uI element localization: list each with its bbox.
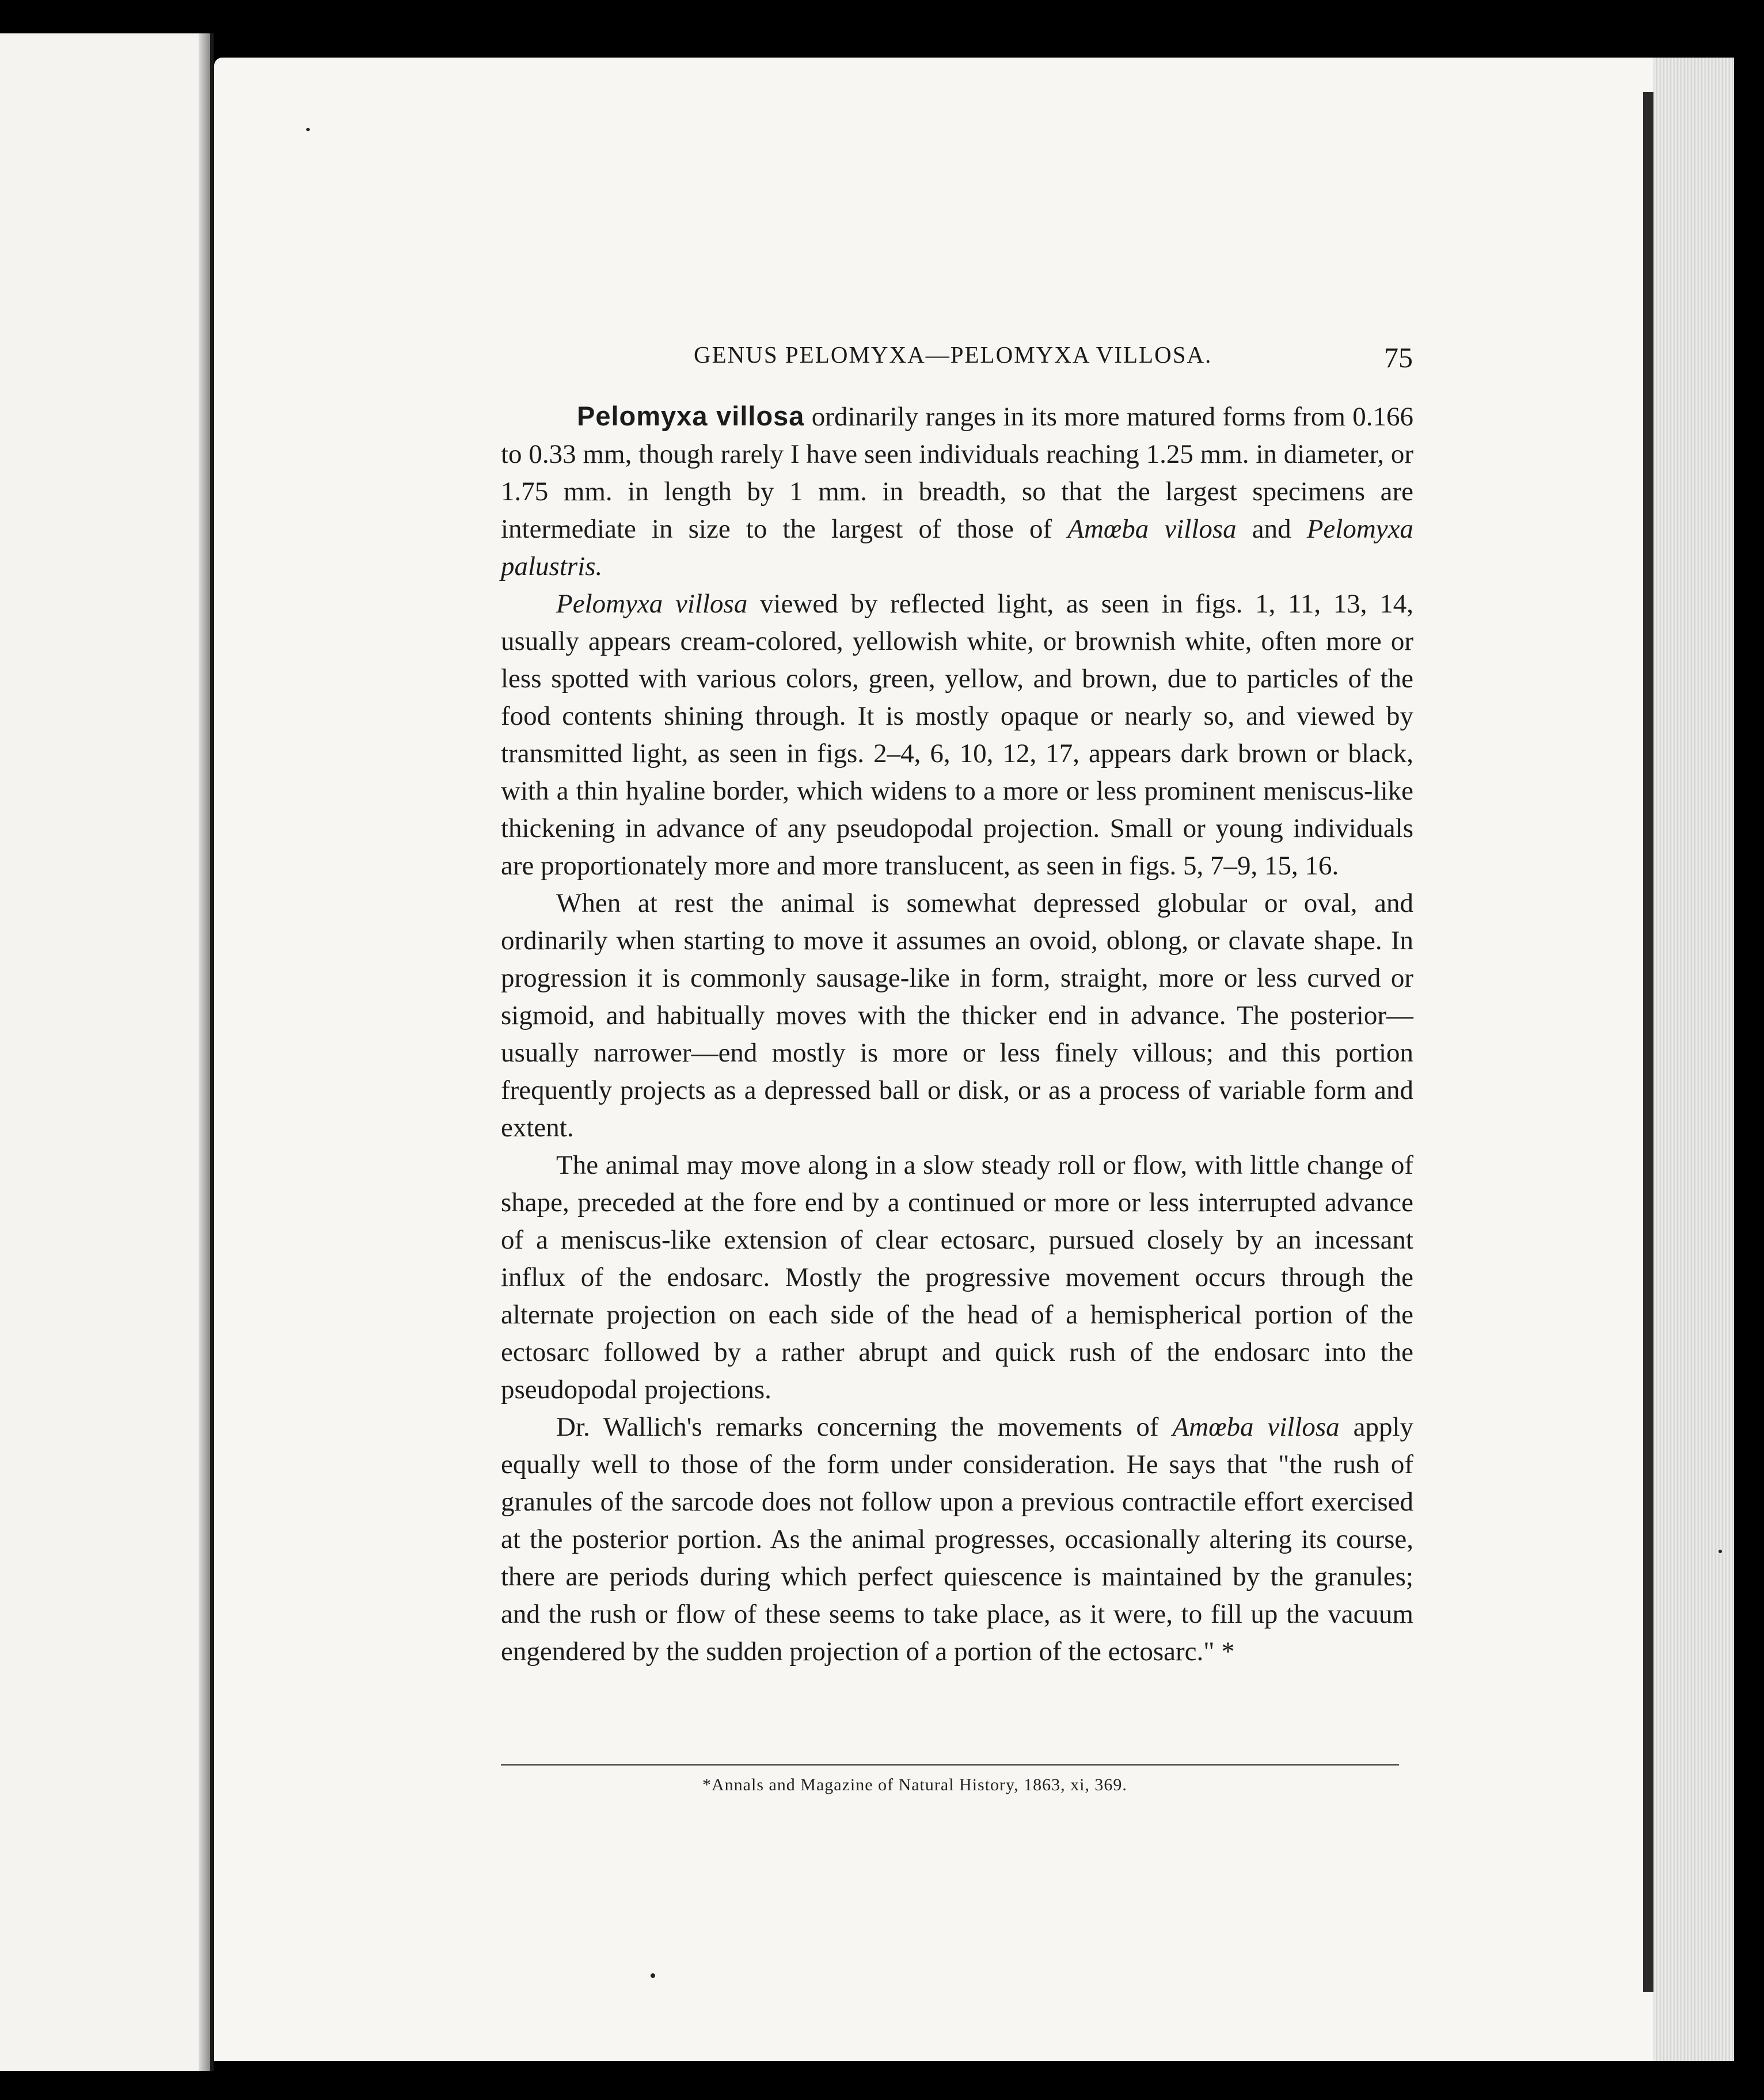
bold-term: Pelomyxa villosa <box>577 401 805 431</box>
text-run: Dr. Wallich's remarks concerning the movements of <box>556 1412 1173 1442</box>
italic-term: Pelomyxa palustris. <box>501 514 1413 581</box>
text-run: viewed by reflected light, as seen in figs. 1, 11, 13, 14, usually appears cream-colored, yellowish white, or brownish white, often more or less spotted with various colors, green, yellow, and brown, due to particles of the food contents shining through. It is mostly opaque or nearly so, and viewed by transmitted light, as seen in figs. 2–4, 6, 10, 12, 17, appears dark brown or black, with a thin hyaline border, which widens to a more or less prominent meniscus-like thickening in advance of any pseudopodal projection. Small or young individuals are proportionately more and more translucent, as seen in figs. 5, 7–9, 15, 16. <box>501 589 1413 881</box>
scan-speck <box>306 128 310 131</box>
text-run: and <box>1236 514 1307 544</box>
scan-speck <box>1719 1550 1722 1553</box>
italic-term: Amœba villosa <box>1067 514 1237 544</box>
italic-term: Amœba villosa <box>1172 1412 1340 1442</box>
text-run: ordinarily ranges in its more matured forms from 0.166 to 0.33 mm, though rarely I have seen individuals reaching 1.25 mm. in diameter, or 1.75 mm. in length by 1 mm. in breadth, so that the largest specimens are intermediate in size to the largest of those of <box>501 402 1413 544</box>
scan-speck <box>651 1973 655 1978</box>
paragraph <box>501 1147 1413 1409</box>
book-gutter <box>199 33 210 2071</box>
page-edges-stack <box>1653 58 1734 2061</box>
paragraph <box>501 585 1413 885</box>
text-run: The animal may move along in a slow steady roll or flow, with little change of shape, preceded at the fore end by a continued or more or less interrupted advance of a meniscus-like extension of clear ectosarc, pursued closely by an incessant influx of the endosarc. Mostly the progressive movement occurs through the alternate projection on each side of the head of a hemispherical portion of the ectosarc followed by a rather abrupt and quick rush of the endosarc into the pseudopodal projections. <box>501 1150 1413 1405</box>
text-run: When at rest the animal is somewhat depressed globular or oval, and ordinarily when starting to move it assumes an ovoid, oblong, or clavate shape. In progression it is commonly sausage-like in form, straight, more or less curved or sigmoid, and habitually moves with the thicker end in advance. The posterior—usually narrower—end mostly is more or less finely villous; and this portion frequently projects as a depressed ball or disk, or as a process of variable form and extent. <box>501 888 1413 1143</box>
paragraph <box>501 1409 1413 1671</box>
paragraph <box>501 885 1413 1147</box>
running-head: GENUS PELOMYXA—PELOMYXA VILLOSA. <box>694 341 1212 368</box>
text-run: apply equally well to those of the form under consideration. He says that "the rush of granules of the sarcode does not follow upon a previous contractile effort exercised at the posterior portion. As the animal progresses, occasionally altering its course, there are periods during which perfect quiescence is maintained by the granules; and the rush or flow of these seems to take place, as it were, to fill up the vacuum engendered by the sudden projection of a portion of the ectosarc." * <box>501 1412 1413 1667</box>
paragraph <box>501 397 1413 585</box>
footnote-rule <box>501 1764 1399 1766</box>
page-number: 75 <box>1384 341 1413 374</box>
body-text <box>501 397 1413 1671</box>
page-edge-shadow <box>1643 92 1653 1992</box>
italic-term: Pelomyxa villosa <box>556 589 748 619</box>
left-page-edge <box>0 33 214 2071</box>
footnote: *Annals and Magazine of Natural History, 1863, xi, 369. <box>702 1775 1127 1794</box>
